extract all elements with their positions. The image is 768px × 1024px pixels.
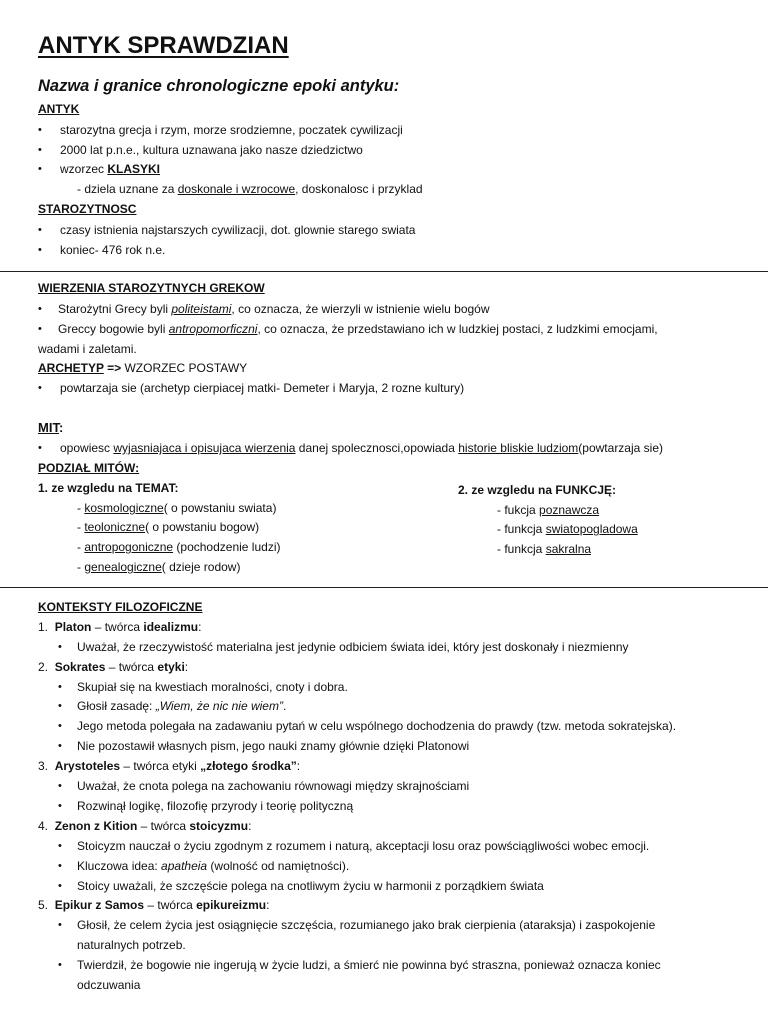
podzial-col1-heading: 1. ze wzgledu na TEMAT:	[38, 481, 179, 495]
podzial-col2-heading: 2. ze wzgledu na FUNKCJĘ:	[458, 483, 617, 497]
section-subtitle: Nazwa i granice chronologiczne epoki antyku:	[38, 77, 400, 95]
konteksty-heading: KONTEKSTY FILOZOFICZNE	[38, 600, 203, 614]
divider	[0, 271, 768, 272]
page-title: ANTYK SPRAWDZIAN	[38, 32, 289, 59]
zenon-item-1: Stoicyzm nauczał o życiu zgodnym z rozumem i naturą, akceptacji losu oraz powściągliwości wobec emocji.	[77, 839, 650, 853]
archetyp-line: ARCHETYP => WZORZEC POSTAWY	[38, 361, 248, 375]
bullet: •	[38, 323, 42, 335]
antyk-heading: ANTYK	[38, 102, 80, 116]
bullet: •	[38, 303, 42, 315]
list-item: - genealogiczne( dzieje rodow)	[77, 560, 241, 574]
epikur-item-1: Głosił, że celem życia jest osiągnięcie szczęścia, rozumianego jako brak cierpienia (ataraksja) i zaspokojenie	[77, 918, 656, 932]
bullet: •	[38, 382, 42, 394]
wierzenia-heading: WIERZENIA STAROZYTNYCH GREKOW	[38, 281, 265, 295]
list-item: - funkcja swiatopogladowa	[497, 522, 638, 536]
antyk-item-2: 2000 lat p.n.e., kultura uznawana jako nasze dziedzictwo	[60, 143, 363, 157]
philosopher-zenon: 4. Zenon z Kition – twórca stoicyzmu:	[38, 819, 252, 833]
epikur-item-1-cont: naturalnych potrzeb.	[77, 938, 186, 952]
antyk-item-1: starozytna grecja i rzym, morze srodziemne, poczatek cywilizacji	[60, 123, 403, 137]
starozytnosc-item-2: koniec- 476 rok n.e.	[60, 243, 166, 257]
starozytnosc-heading: STAROZYTNOSC	[38, 202, 137, 216]
podzial-heading: PODZIAŁ MITÓW:	[38, 461, 140, 475]
zenon-item-3: Stoicy uważali, że szczęście polega na cnotliwym życiu w harmonii z porządkiem świata	[77, 879, 544, 893]
bullet: •	[58, 700, 62, 712]
epikur-item-2: Twierdził, że bogowie nie ingerują w życie ludzi, a śmierć nie powinna być straszna, ponieważ oznacza koniec	[77, 958, 661, 972]
platon-item-1: Uważał, że rzeczywistość materialna jest jedynie odbiciem świata idei, który jest doskonały i niezmienny	[77, 640, 629, 654]
bullet: •	[38, 144, 42, 156]
starozytnosc-item-1: czasy istnienia najstarszych cywilizacji, dot. glownie starego swiata	[60, 223, 416, 237]
bullet: •	[58, 780, 62, 792]
mit-heading: MIT:	[38, 420, 64, 435]
sokrates-item-3: Jego metoda polegała na zadawaniu pytań w celu wspólnego dochodzenia do prawdy (tzw. metoda sokratejska).	[77, 719, 677, 733]
bullet: •	[58, 800, 62, 812]
philosopher-platon: 1. Platon – twórca idealizmu:	[38, 620, 202, 634]
philosopher-sokrates: 2. Sokrates – twórca etyki:	[38, 660, 189, 674]
mit-definition: opowiesc wyjasniajaca i opisujaca wierzenia danej spolecznosci,opowiada historie bliskie ludziom(powtarzaja sie)	[60, 441, 663, 455]
philosopher-epikur: 5. Epikur z Samos – twórca epikureizmu:	[38, 898, 270, 912]
wierzenia-item-2: Greccy bogowie byli antropomorficzni, co oznacza, że przedstawiano ich w ludzkiej postaci, z ludzkimi emocjami,	[58, 322, 658, 336]
bullet: •	[58, 740, 62, 752]
bullet: •	[58, 860, 62, 872]
bullet: •	[38, 442, 42, 454]
bullet: •	[58, 919, 62, 931]
bullet: •	[58, 641, 62, 653]
philosopher-arystoteles: 3. Arystoteles – twórca etyki „złotego środka”:	[38, 759, 301, 773]
bullet: •	[38, 224, 42, 236]
divider	[0, 587, 768, 588]
list-item: - fukcja poznawcza	[497, 503, 600, 517]
bullet: •	[58, 959, 62, 971]
list-item: - kosmologiczne( o powstaniu swiata)	[77, 501, 277, 515]
bullet: •	[58, 720, 62, 732]
sokrates-item-1: Skupiał się na kwestiach moralności, cnoty i dobra.	[77, 680, 348, 694]
list-item: - funkcja sakralna	[497, 542, 592, 556]
sokrates-item-2: Głosił zasadę: „Wiem, że nic nie wiem”.	[77, 699, 287, 713]
antyk-item-3: wzorzec KLASYKI	[60, 162, 161, 176]
list-item: - antropogoniczne (pochodzenie ludzi)	[77, 540, 281, 554]
bullet: •	[38, 163, 42, 175]
wierzenia-item-2-cont: wadami i zaletami.	[38, 342, 137, 356]
arystoteles-item-2: Rozwinął logikę, filozofię przyrody i teorię polityczną	[77, 799, 354, 813]
wierzenia-item-1: Starożytni Grecy byli politeistami, co oznacza, że wierzyli w istnienie wielu bogów	[58, 302, 490, 316]
antyk-subitem: - dziela uznane za doskonale i wzrocowe, doskonalosc i przyklad	[77, 182, 423, 196]
bullet: •	[38, 244, 42, 256]
list-item: - teoloniczne( o powstaniu bogow)	[77, 520, 260, 534]
bullet: •	[58, 880, 62, 892]
sokrates-item-4: Nie pozostawił własnych pism, jego nauki znamy głównie dzięki Platonowi	[77, 739, 470, 753]
epikur-item-2-cont: odczuwania	[77, 978, 141, 992]
arystoteles-item-1: Uważał, że cnota polega na zachowaniu równowagi między skrajnościami	[77, 779, 470, 793]
bullet: •	[38, 124, 42, 136]
zenon-item-2: Kluczowa idea: apatheia (wolność od namiętności).	[77, 859, 350, 873]
wierzenia-item-3: powtarzaja sie (archetyp cierpiacej matki- Demeter i Maryja, 2 rozne kultury)	[60, 381, 465, 395]
bullet: •	[58, 681, 62, 693]
bullet: •	[58, 840, 62, 852]
